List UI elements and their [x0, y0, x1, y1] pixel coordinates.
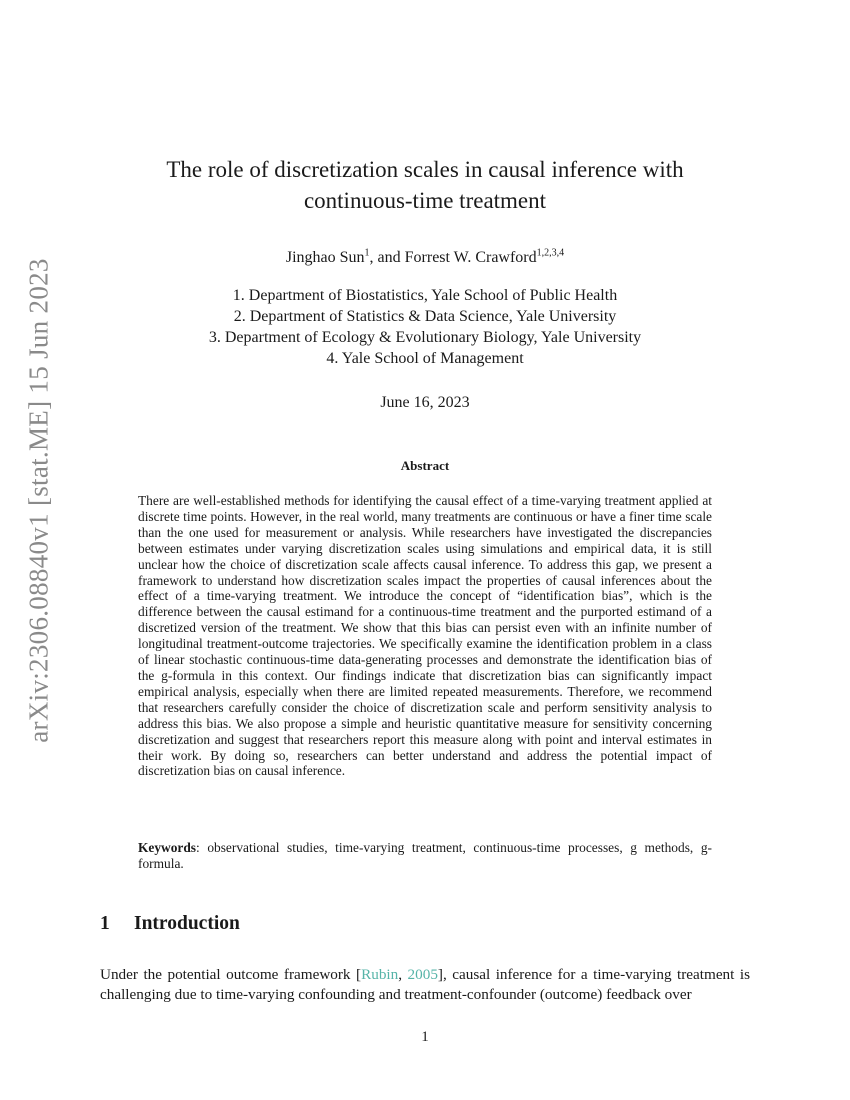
title-line-2: continuous-time treatment	[303, 188, 547, 213]
affiliation-item: 2. Department of Statistics & Data Science, Yale University	[233, 308, 617, 325]
page-number: 1	[421, 1029, 429, 1045]
keywords-paragraph	[138, 840, 712, 872]
arxiv-identifier-text: arXiv:2306.08840v1 [stat.ME] 15 Jun 2023	[23, 257, 54, 743]
affiliation-list	[100, 285, 750, 369]
citation-link-author[interactable]: Rubin	[361, 966, 399, 983]
title-line-1: The role of discretization scales in causal inference with	[166, 157, 684, 182]
intro-text-start: Under the potential outcome framework [	[100, 966, 362, 983]
keywords-text: : observational studies, time-varying treatment, continuous-time processes, g methods, g-formula.	[138, 840, 712, 871]
publication-date: June 16, 2023	[380, 394, 470, 411]
abstract-heading: Abstract	[400, 458, 450, 473]
introduction-paragraph	[100, 965, 750, 1005]
author-name: Forrest W. Crawford	[404, 249, 537, 266]
affiliation-marker: 1,2,3,4	[536, 247, 565, 259]
section-heading-introduction	[100, 912, 750, 936]
author-list	[100, 248, 750, 268]
author-name: Jinghao Sun	[285, 249, 365, 266]
affiliation-item: 3. Department of Ecology & Evolutionary Biology, Yale University	[208, 329, 642, 346]
section-number: 1	[100, 913, 110, 934]
section-title: Introduction	[134, 913, 240, 934]
keywords-label: Keywords	[138, 840, 197, 855]
intro-text-rest: ], causal inference for a time-varying treatment is challenging due to time-varying confounding and treatment-confounder (outcome) feedback over	[100, 966, 750, 1003]
abstract-body: There are well-established methods for identifying the causal effect of a time-varying treatment applied at discrete time points. However, in the real world, many treatments are continuous or have a finer time scale than the one used for measurement or analysis. While researchers have investigated the discrepancies between estimates under varying discretization scales using simulations and empirical data, it is still unclear how the choice of discretization scale affects causal inference. To address this gap, we present a framework to understand how discretization scales impact the properties of causal inferences about the effect of a time-varying treatment. We introduce the concept of “identification bias”, which is the difference between the causal estimand for a continuous-time treatment and the purported estimand of a discretized version of the treatment. We show that this bias can persist even with an infinite number of longitudinal treatment-outcome trajectories. We specifically examine the identification problem in a class of linear stochastic continuous-time data-generating processes and demonstrate the identification bias of the g-formula in this context. Our findings indicate that discretization bias can significantly impact empirical analysis, especially when there are limited repeated measurements. Therefore, we recommend that researchers carefully consider the choice of discretization scale and perform sensitivity analysis to address this bias. We also propose a simple and heuristic quantitative measure for sensitivity concerning discretization and suggest that researchers report this measure along with point and interval estimates in their work. By doing so, researchers can better understand and address the potential impact of discretization bias on causal inference.	[138, 493, 712, 779]
affiliation-item: 4. Yale School of Management	[326, 350, 524, 367]
affiliation-marker: 1	[364, 247, 370, 259]
citation-separator: ,	[398, 966, 408, 983]
author-separator: , and	[369, 249, 405, 266]
arxiv-identifier-stamp	[14, 257, 64, 743]
paper-title	[100, 154, 750, 216]
affiliation-item: 1. Department of Biostatistics, Yale School of Public Health	[232, 287, 618, 304]
citation-link-year[interactable]: 2005	[407, 966, 438, 983]
